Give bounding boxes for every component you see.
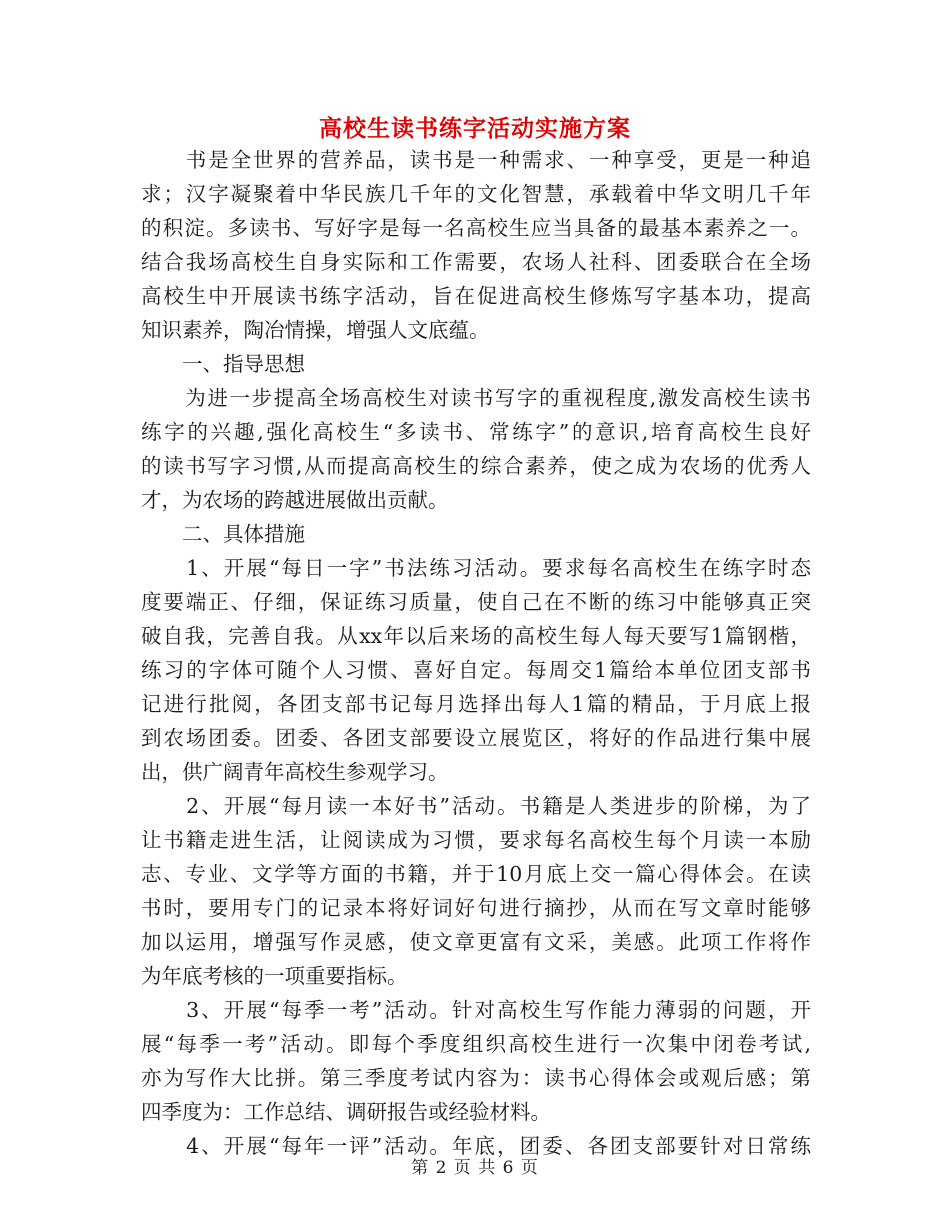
text-line: 练字的兴趣,强化高校生“多读书、常练字”的意识,培育高校生良好 <box>141 420 811 444</box>
text-line: 让书籍走进生活，让阅读成为习惯，要求每名高校生每个月读一本励 <box>141 828 811 852</box>
text-line: 四季度为：工作总结、调研报告或经验材料。 <box>141 1100 551 1124</box>
text-line: 展“每季一考”活动。即每个季度组织高校生进行一次集中闭卷考试, <box>141 1032 811 1056</box>
text-line: 为年底考核的一项重要指标。 <box>141 964 408 988</box>
text-line: 2、开展“每月读一本好书”活动。书籍是人类进步的阶梯，为了 <box>141 794 811 818</box>
text-line: 度要端正、仔细，保证练习质量，使自己在不断的练习中能够真正突 <box>141 590 811 614</box>
text-line: 练习的字体可随个人习惯、喜好自定。每周交1篇给本单位团支部书 <box>141 658 811 682</box>
document-title: 高校生读书练字活动实施方案 <box>319 115 631 142</box>
text-line: 的积淀。多读书、写好字是每一名高校生应当具备的最基本素养之一。 <box>141 216 811 240</box>
text-line: 求；汉字凝聚着中华民族几千年的文化智慧，承载着中华文明几千年 <box>141 182 811 206</box>
text-line: 才，为农场的跨越进展做出贡献。 <box>141 488 449 512</box>
text-line: 加以运用，增强写作灵感，使文章更富有文采，美感。此项工作将作 <box>141 930 811 954</box>
text-line: 二、具体措施 <box>141 522 305 546</box>
text-line: 破自我，完善自我。从xx年以后来场的高校生每人每天要写1篇钢楷， <box>141 624 811 648</box>
text-line: 记进行批阅，各团支部书记每月选择出每人1篇的精品，于月底上报 <box>141 692 811 716</box>
text-line: 书时，要用专门的记录本将好词好句进行摘抄，从而在写文章时能够 <box>141 896 811 920</box>
text-line: 高校生中开展读书练字活动，旨在促进高校生修炼写字基本功，提高 <box>141 284 811 308</box>
text-line: 结合我场高校生自身实际和工作需要，农场人社科、团委联合在全场 <box>141 250 811 274</box>
text-line: 4、开展“每年一评”活动。年底，团委、各团支部要针对日常练 <box>141 1134 811 1158</box>
page-number-footer: 第 2 页 共 6 页 <box>411 1158 539 1178</box>
text-line: 知识素养，陶冶情操，增强人文底蕴。 <box>141 318 490 342</box>
text-line: 3、开展“每季一考”活动。针对高校生写作能力薄弱的问题，开 <box>141 998 811 1022</box>
text-line: 亦为写作大比拼。第三季度考试内容为：读书心得体会或观后感；第 <box>141 1066 811 1090</box>
text-line: 志、专业、文学等方面的书籍，并于10月底上交一篇心得体会。在读 <box>141 862 811 886</box>
text-line: 书是全世界的营养品，读书是一种需求、一种享受，更是一种追 <box>141 148 811 172</box>
text-line: 1、开展“每日一字”书法练习活动。要求每名高校生在练字时态 <box>141 556 811 580</box>
text-line: 为进一步提高全场高校生对读书写字的重视程度,激发高校生读书 <box>141 386 811 410</box>
text-line: 到农场团委。团委、各团支部要设立展览区，将好的作品进行集中展 <box>141 726 811 750</box>
text-line: 一、指导思想 <box>141 352 305 376</box>
text-line: 的读书写字习惯,从而提高高校生的综合素养，使之成为农场的优秀人 <box>141 454 811 478</box>
document-body <box>141 143 811 1163</box>
text-line: 出，供广阔青年高校生参观学习。 <box>141 760 449 784</box>
